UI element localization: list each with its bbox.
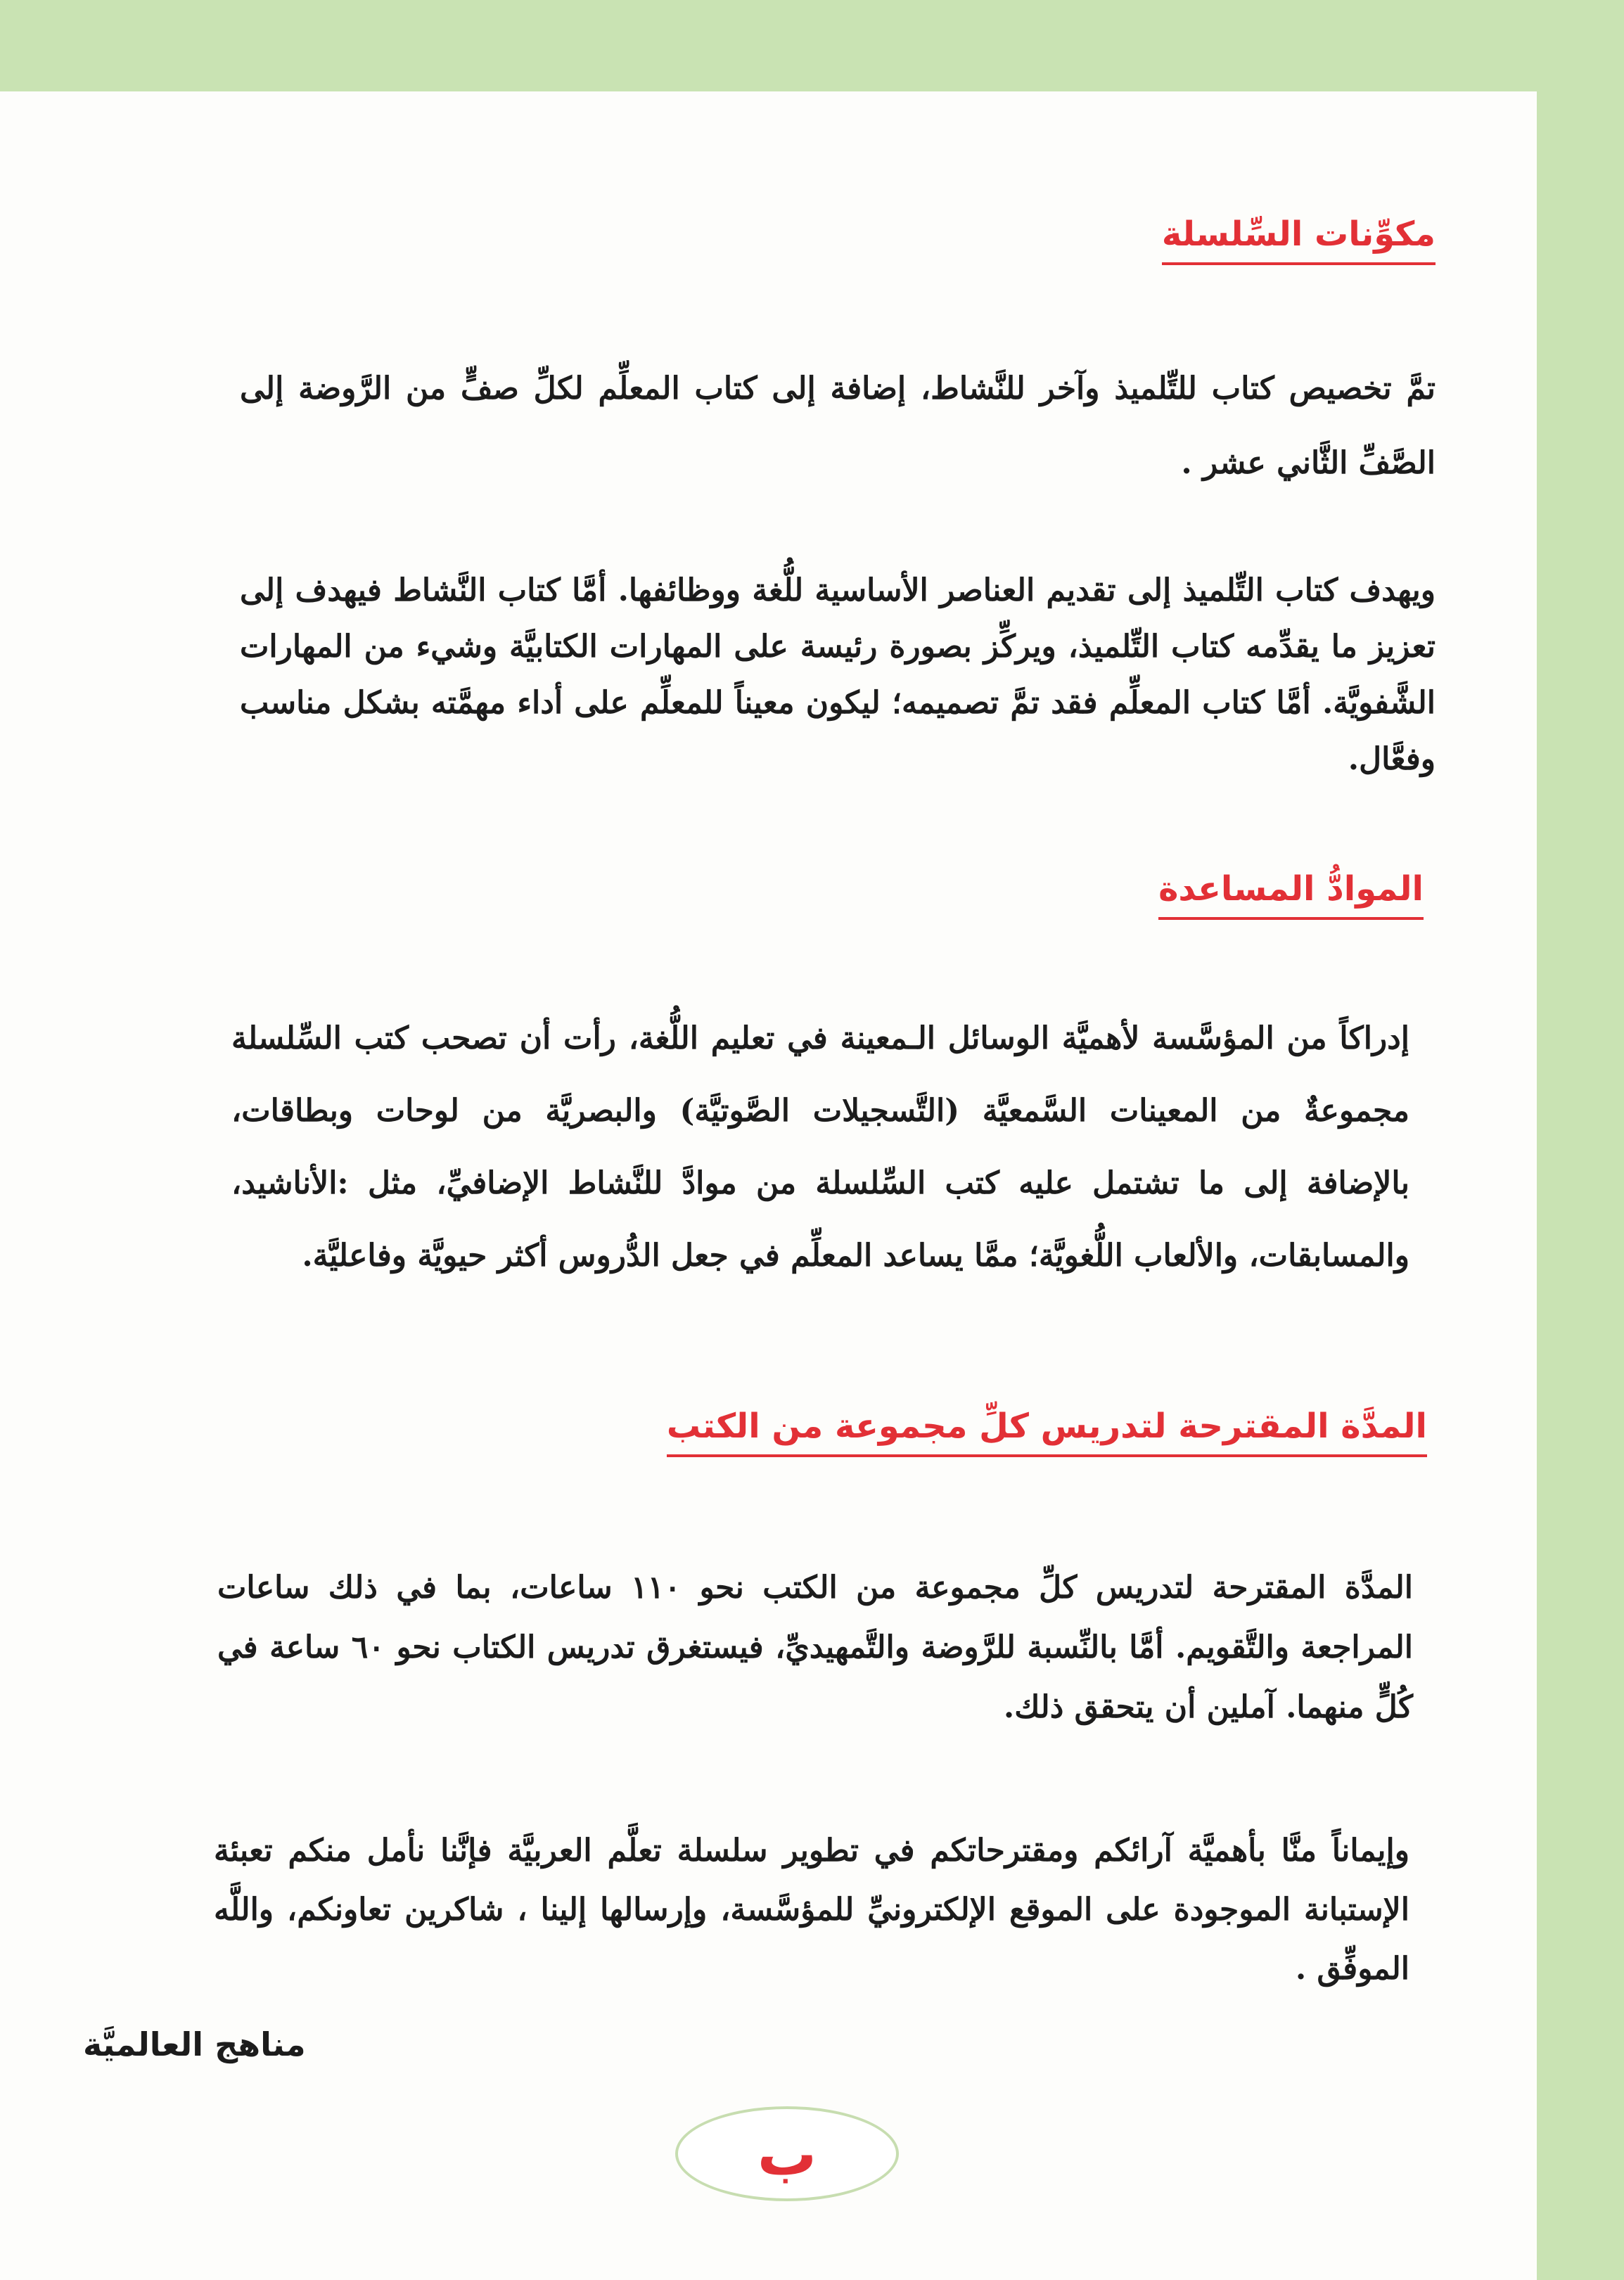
section-heading-materials: الموادُّ المساعدة [1158, 869, 1424, 920]
paragraph-books-purpose: ويهدف كتاب التِّلميذ إلى تقديم العناصر الأساسية للُّغة ووظائفها. أمَّا كتاب النَّشاط فيهدف إلى تعزيز ما يقدِّمه كتاب التِّلميذ، ويركِّز بصورة رئيسة على المهارات الكتابيَّة وشيء من المهارات الشَّفويَّة. أمَّا كتاب المعلِّم فقد تمَّ تصميمه؛ ليكون معيناً للمعلِّم على أداء مهمَّته بشكل مناسب وفعَّال. [240, 572, 1436, 777]
section-heading-components: مكوِّنات السِّلسلة [1162, 214, 1436, 265]
section-heading-materials-block [1158, 869, 1424, 920]
page-number: ب [757, 2119, 817, 2189]
page-number-badge [675, 2106, 899, 2201]
paragraph-components-intro: تمَّ تخصيص كتاب للتِّلميذ وآخر للنَّشاط، إضافة إلى كتاب المعلِّم لكلِّ صفٍّ من الرَّوضة إلى الصَّفِّ الثَّاني عشر . [240, 371, 1436, 481]
paragraph-support-materials: إدراكاً من المؤسَّسة لأهميَّة الوسائل الـمعينة في تعليم اللُّغة، رأت أن تصحب كتب السِّلسلة مجموعةٌ من المعينات السَّمعيَّة (التَّسجيلات الصَّوتيَّة) والبصريَّة من لوحات وبطاقات، بالإضافة إلى ما تشتمل عليه كتب السِّلسلة من موادَّ للنَّشاط الإضافيِّ، مثل :الأناشيد، والمسابقات، والألعاب اللُّغويَّة؛ ممَّا يساعد المعلِّم في جعل الدُّروس أكثر حيويَّة وفاعليَّة. [231, 1020, 1409, 1274]
section-heading-duration-block [667, 1407, 1427, 1457]
paragraph-feedback-request: وإيماناً منَّا بأهميَّة آرائكم ومقترحاتكم في تطوير سلسلة تعلَّم العربيَّة فإنَّنا نأمل منكم تعبئة الإستبانة الموجودة على الموقع الإلكترونيِّ للمؤسَّسة، وإرسالها إلينا ، شاكرين تعاونكم، واللَّه الموفِّق . [214, 1833, 1409, 1987]
paragraph-duration: المدَّة المقترحة لتدريس كلِّ مجموعة من الكتب نحو ١١٠ ساعات، بما في ذلك ساعات المراجعة والتَّقويم. أمَّا بالنِّسبة للرَّوضة والتَّمهيديِّ، فيستغرق تدريس الكتاب نحو ٦٠ ساعة في كُلٍّ منهما. آملين أن يتحقق ذلك. [217, 1570, 1413, 1725]
publisher-signature: مناهج العالميَّة [83, 2025, 306, 2063]
section-heading-duration: المدَّة المقترحة لتدريس كلِّ مجموعة من الكتب [667, 1407, 1427, 1457]
section-heading-components-block [1162, 214, 1436, 265]
